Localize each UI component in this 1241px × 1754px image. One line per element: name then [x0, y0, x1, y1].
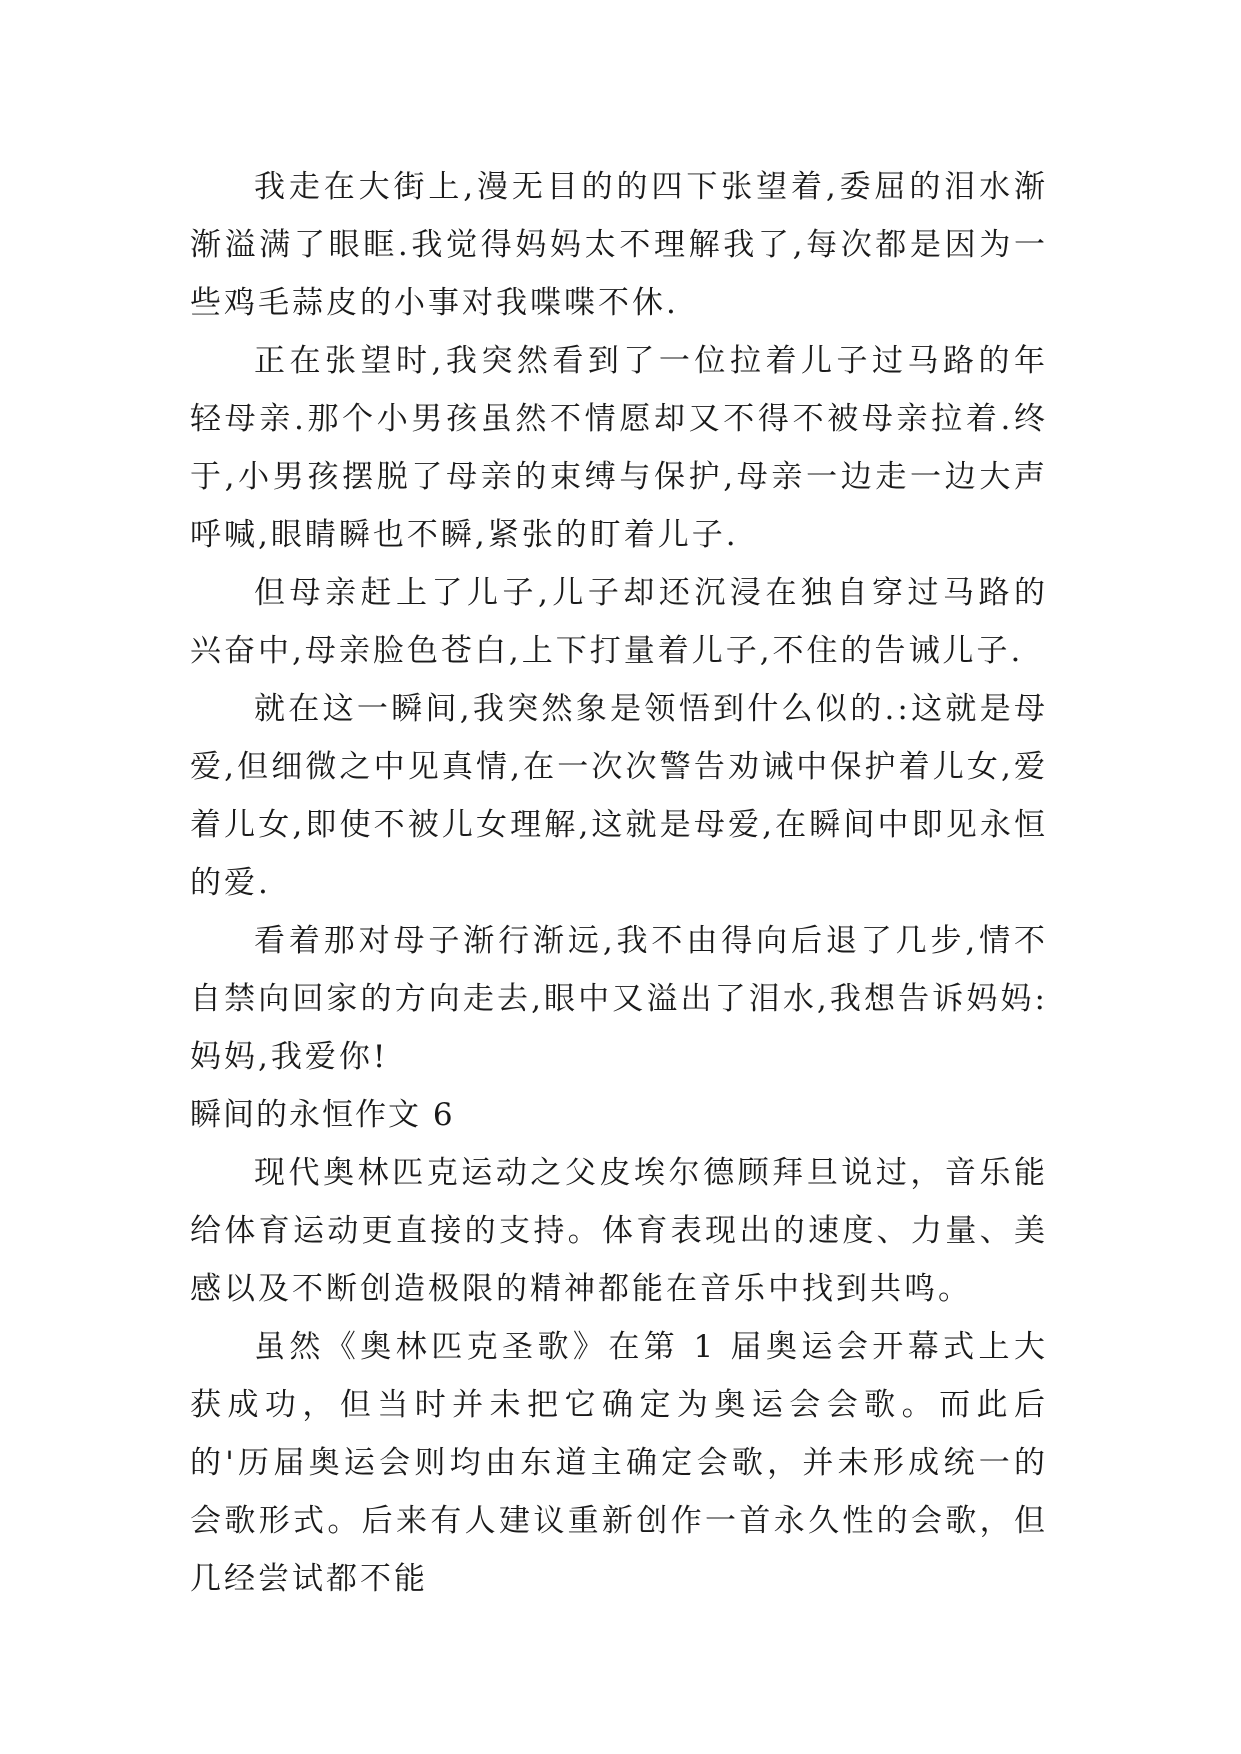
paragraph-4: 就在这一瞬间,我突然象是领悟到什么似的.:这就是母爱,但细微之中见真情,在一次次警告劝诫中保护着儿女,爱着儿女,即使不被儿女理解,这就是母爱,在瞬间中即见永恒的爱.: [190, 691, 1048, 901]
section-title: 瞬间的永恒作文 6: [190, 1097, 455, 1133]
paragraph-5: 看着那对母子渐行渐远,我不由得向后退了几步,情不自禁向回家的方向走去,眼中又溢出了泪水,我想告诉妈妈:妈妈,我爱你!: [190, 923, 1048, 1075]
document-body: [190, 158, 1048, 1608]
paragraph-3: 但母亲赶上了儿子,儿子却还沉浸在独自穿过马路的兴奋中,母亲脸色苍白,上下打量着儿子,不住的告诫儿子.: [190, 575, 1048, 669]
paragraph-2: 正在张望时,我突然看到了一位拉着儿子过马路的年轻母亲.那个小男孩虽然不情愿却又不得不被母亲拉着.终于,小男孩摆脱了母亲的束缚与保护,母亲一边走一边大声呼喊,眼睛瞬也不瞬,紧张的盯着儿子.: [190, 343, 1048, 553]
paragraph-7: 虽然《奥林匹克圣歌》在第 1 届奥运会开幕式上大获成功，但当时并未把它确定为奥运会会歌。而此后的'历届奥运会则均由东道主确定会歌，并未形成统一的会歌形式。后来有人建议重新创作一首永久性的会歌，但几经尝试都不能: [190, 1329, 1048, 1597]
paragraph-1: 我走在大街上,漫无目的的四下张望着,委屈的泪水渐渐溢满了眼眶.我觉得妈妈太不理解我了,每次都是因为一些鸡毛蒜皮的小事对我喋喋不休.: [190, 169, 1048, 321]
paragraph-6: 现代奥林匹克运动之父皮埃尔德顾拜旦说过，音乐能给体育运动更直接的支持。体育表现出的速度、力量、美感以及不断创造极限的精神都能在音乐中找到共鸣。: [190, 1155, 1048, 1307]
